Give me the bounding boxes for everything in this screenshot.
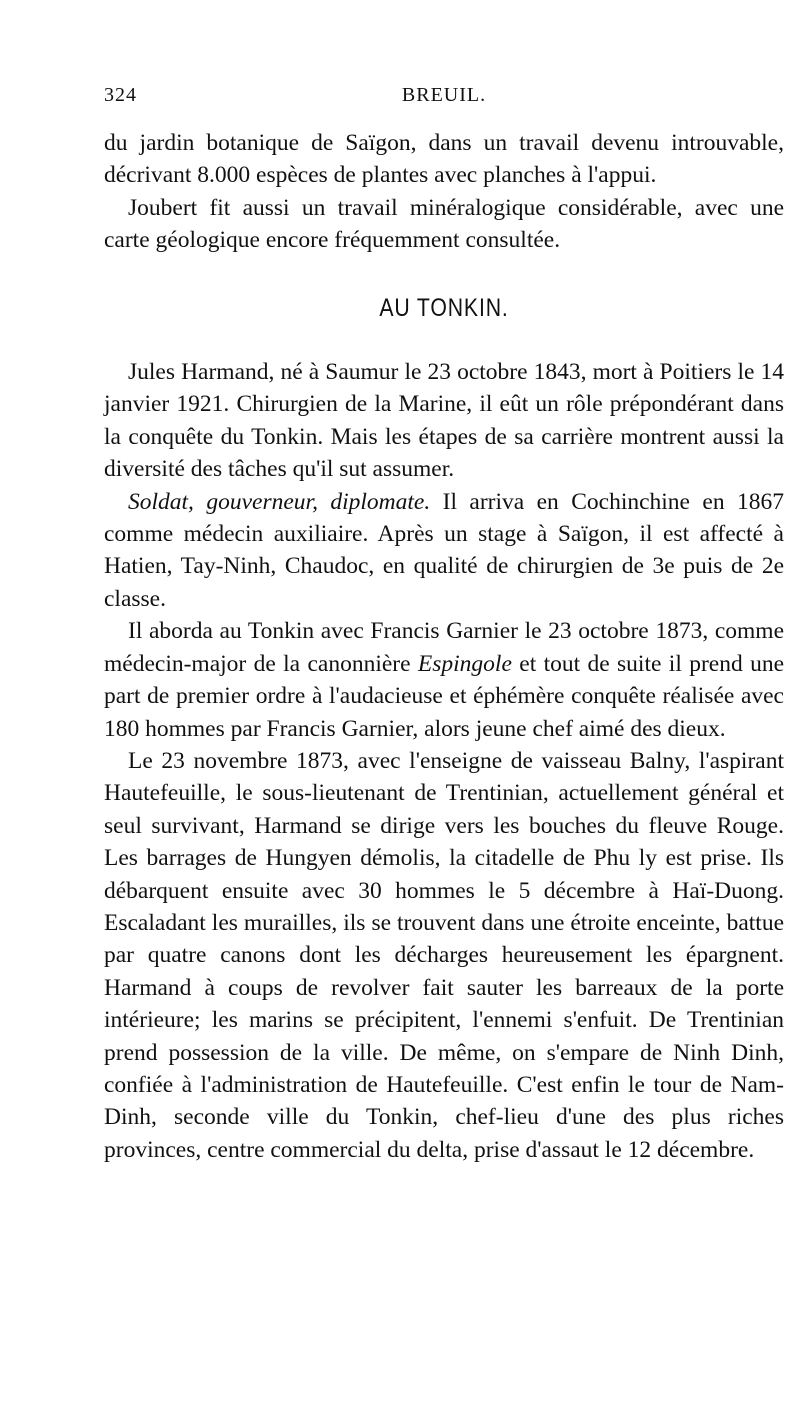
paragraph-conquest: Le 23 novembre 1873, avec l'enseigne de vaisseau Balny, l'aspirant Hautefeuille, le sous-lieutenant de Trentinian, actuellement général et seul survivant, Harmand se dirige vers les bouches du fleuve Rouge. Les barrages de Hungyen démolis, la citadelle de Phu ly est prise. Ils débarquent ensuite avec 30 hommes le 5 décembre à Haï-Duong. Escaladant les murailles, ils se trouvent dans une étroite enceinte, battue par quatre canons dont les décharges heureusement les épargnent. Harmand à coups de revolver fait sauter les barreaux de la porte intérieure; les marins se précipitent, l'ennemi s'enfuit. De Trentinian prend possession de la ville. De même, on s'empare de Ninh Dinh, confiée à l'administration de Hautefeuille. C'est enfin le tour de Nam-Dinh, seconde ville du Tonkin, chef-lieu d'une des plus riches provinces, centre commercial du delta, prise d'assaut le 12 décembre. [104, 747, 784, 1163]
paragraph-harmand-intro: Jules Harmand, né à Saumur le 23 octobre 1843, mort à Poitiers le 14 janvier 1921. Chirurgien de la Marine, il eût un rôle prépondérant dans la conquête du Tonkin. Mais les étapes de sa carrière montrent aussi la diversité des tâches qu'il sut assumer. [104, 359, 784, 483]
paragraph-tonkin-arrival [104, 615, 784, 745]
paragraph-arrival-start: Il aborda au Tonkin avec Francis Garnier le 23 octobre 1873, comme médecin-major de la canonnière [104, 618, 784, 677]
running-title: BREUIL. [401, 84, 487, 106]
paragraph-joubert: Joubert fit aussi un travail minéralogique considérable, avec une carte géologique encore fréquemment consultée. [104, 194, 784, 254]
paragraph-soldat-text: Il arriva en Cochinchine en 1867 comme médecin auxiliaire. Après un stage à Saïgon, il est affecté à Hatien, Tay-Ninh, Chaudoc, en qualité de chirurgien de 3e puis de 2e classe. [104, 488, 784, 612]
body-text [104, 127, 784, 1166]
paragraph-soldat [104, 486, 784, 616]
section-heading: AU TONKIN. [379, 293, 509, 322]
italic-lead: Soldat, gouverneur, diplomate. [128, 488, 431, 515]
paragraph-continued: du jardin botanique de Saïgon, dans un travail devenu introuvable, décrivant 8.000 espèces de plantes avec planches à l'appui. [104, 130, 784, 189]
page-number: 324 [104, 84, 137, 106]
ship-name: Espingole [417, 650, 512, 677]
paragraph-arrival-end: et tout de suite il prend une part de premier ordre à l'audacieuse et éphémère conquête réalisée avec 180 hommes par Francis Garnier, alors jeune chef aimé des dieux. [104, 650, 784, 742]
